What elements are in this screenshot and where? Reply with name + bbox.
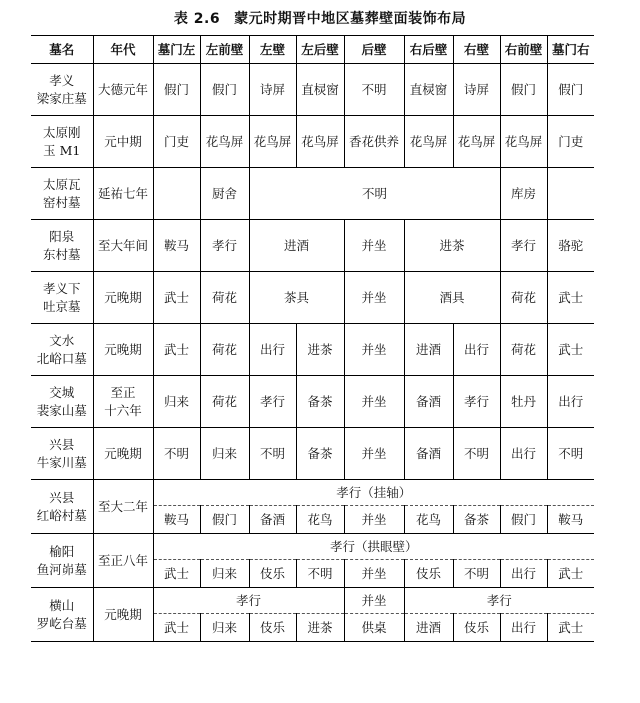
table-cell: 进酒 (404, 324, 453, 376)
table-cell: 荷花 (200, 272, 249, 324)
period-cell: 元晚期 (93, 428, 153, 480)
table-cell: 花鸟屏 (453, 116, 500, 168)
table-row (31, 376, 594, 428)
table-cell: 出行 (249, 324, 296, 376)
header-right-front-wall: 右前壁 (500, 36, 547, 64)
table-cell: 假门 (547, 64, 594, 116)
table-cell: 武士 (153, 614, 200, 642)
table-cell: 鞍马 (153, 220, 200, 272)
period-cell: 元晚期 (93, 272, 153, 324)
table-cell: 假门 (500, 506, 547, 534)
table-cell: 门吏 (153, 116, 200, 168)
table-cell: 不明 (547, 428, 594, 480)
table-cell: 直棂窗 (296, 64, 344, 116)
table-cell: 孝行 (249, 376, 296, 428)
tomb-name: 孝义 梁家庄墓 (31, 64, 93, 116)
table-cell: 伎乐 (249, 614, 296, 642)
period-cell: 元晚期 (93, 324, 153, 376)
period-cell: 延祐七年 (93, 168, 153, 220)
table-cell: 武士 (153, 272, 200, 324)
table-cell: 伎乐 (404, 560, 453, 588)
table-row (31, 116, 594, 168)
table-cell: 门吏 (547, 116, 594, 168)
table-cell: 并坐 (344, 376, 404, 428)
table-cell: 进茶 (296, 614, 344, 642)
table-cell: 直棂窗 (404, 64, 453, 116)
table-cell: 并坐 (344, 560, 404, 588)
table-row (31, 64, 594, 116)
table-cell: 归来 (200, 614, 249, 642)
tomb-name: 交城 裴家山墓 (31, 376, 93, 428)
table-cell: 归来 (153, 376, 200, 428)
period-cell: 至大二年 (93, 480, 153, 534)
tomb-name: 阳泉 东村墓 (31, 220, 93, 272)
table-cell: 库房 (500, 168, 547, 220)
table-cell: 并坐 (344, 506, 404, 534)
table-cell: 备茶 (296, 376, 344, 428)
table-cell (153, 168, 200, 220)
table-cell: 备酒 (404, 428, 453, 480)
table-cell: 伎乐 (453, 614, 500, 642)
table-cell: 茶具 (249, 272, 344, 324)
tomb-name: 横山 罗屹台墓 (31, 588, 93, 642)
table-cell: 不明 (249, 168, 500, 220)
period-cell: 至正八年 (93, 534, 153, 588)
table-cell (547, 168, 594, 220)
upper-register-cell: 孝行 (404, 588, 594, 614)
table-row (31, 588, 594, 614)
table-row (31, 272, 594, 324)
header-right-wall: 右壁 (453, 36, 500, 64)
table-cell: 备酒 (404, 376, 453, 428)
header-period: 年代 (93, 36, 153, 64)
header-left-rear-wall: 左后壁 (296, 36, 344, 64)
table-cell: 进酒 (249, 220, 344, 272)
table-cell: 归来 (200, 428, 249, 480)
table-cell: 假门 (200, 506, 249, 534)
table-row (31, 324, 594, 376)
table-row (31, 480, 594, 506)
table-cell: 武士 (153, 560, 200, 588)
table-cell: 鞍马 (153, 506, 200, 534)
table-cell: 并坐 (344, 428, 404, 480)
tomb-name: 文水 北峪口墓 (31, 324, 93, 376)
tomb-name: 太原刚 玉 M1 (31, 116, 93, 168)
tomb-name: 兴县 牛家川墓 (31, 428, 93, 480)
table-cell: 不明 (453, 560, 500, 588)
table-cell: 骆驼 (547, 220, 594, 272)
caption-text: 蒙元时期晋中地区墓葬壁面装饰布局 (234, 11, 467, 27)
table-cell: 不明 (249, 428, 296, 480)
table-cell: 牡丹 (500, 376, 547, 428)
table-row (31, 428, 594, 480)
table-cell: 花鸟屏 (296, 116, 344, 168)
tomb-name: 榆阳 鱼河峁墓 (31, 534, 93, 588)
table-cell: 出行 (547, 376, 594, 428)
table-cell: 备茶 (453, 506, 500, 534)
table-cell: 出行 (500, 428, 547, 480)
table-cell: 归来 (200, 560, 249, 588)
table-cell: 不明 (344, 64, 404, 116)
table-cell: 武士 (558, 620, 584, 635)
header-right-rear-wall: 右后壁 (404, 36, 453, 64)
table-cell: 假门 (500, 64, 547, 116)
table-caption (0, 8, 640, 28)
table-cell: 出行 (500, 560, 547, 588)
table-cell: 备酒 (249, 506, 296, 534)
table-cell: 荷花 (200, 376, 249, 428)
period-cell: 至正 十六年 (93, 376, 153, 428)
tomb-decoration-table (31, 35, 594, 642)
table-cell: 花鸟屏 (404, 116, 453, 168)
table-cell: 不明 (296, 560, 344, 588)
table-cell: 荷花 (200, 324, 249, 376)
header-door-left: 墓门左 (153, 36, 200, 64)
table-cell: 鞍马 (558, 512, 584, 527)
upper-register-cell: 并坐 (344, 588, 404, 614)
table-cell: 供桌 (344, 614, 404, 642)
upper-register-cell: 孝行（拱眼壁） (153, 534, 594, 560)
table-cell: 花鸟 (296, 506, 344, 534)
tomb-name: 太原瓦 窑村墓 (31, 168, 93, 220)
table-cell: 进茶 (296, 324, 344, 376)
table-cell: 荷花 (500, 272, 547, 324)
table-cell: 假门 (200, 64, 249, 116)
table-cell: 不明 (153, 428, 200, 480)
header-left-wall: 左壁 (249, 36, 296, 64)
table-cell: 花鸟屏 (249, 116, 296, 168)
period-cell: 元中期 (93, 116, 153, 168)
table-cell: 香花供养 (344, 116, 404, 168)
table-cell: 酒具 (404, 272, 500, 324)
header-row (31, 36, 594, 64)
header-rear-wall: 后壁 (344, 36, 404, 64)
table-cell: 花鸟屏 (200, 116, 249, 168)
caption-number: 表 2.6 (173, 11, 221, 27)
table-cell: 假门 (153, 64, 200, 116)
table-cell: 并坐 (344, 272, 404, 324)
table-cell: 孝行 (200, 220, 249, 272)
table-cell: 出行 (500, 614, 547, 642)
table-cell: 备茶 (296, 428, 344, 480)
table-cell: 孝行 (500, 220, 547, 272)
period-cell: 大德元年 (93, 64, 153, 116)
table-cell: 诗屏 (453, 64, 500, 116)
table-cell: 花鸟 (404, 506, 453, 534)
table-cell: 厨舍 (200, 168, 249, 220)
table-cell: 并坐 (344, 220, 404, 272)
table-cell: 进酒 (404, 614, 453, 642)
header-left-front-wall: 左前壁 (200, 36, 249, 64)
table-cell: 诗屏 (249, 64, 296, 116)
tomb-name: 孝义下 吐京墓 (31, 272, 93, 324)
table-cell: 伎乐 (249, 560, 296, 588)
period-cell: 至大年间 (93, 220, 153, 272)
table-cell: 出行 (453, 324, 500, 376)
table-cell: 武士 (547, 272, 594, 324)
table-cell: 武士 (547, 324, 594, 376)
table-row (31, 220, 594, 272)
header-tomb-name: 墓名 (31, 36, 93, 64)
tomb-name: 兴县 红峪村墓 (31, 480, 93, 534)
header-door-right: 墓门右 (551, 42, 590, 57)
table-cell: 花鸟屏 (500, 116, 547, 168)
table-cell: 孝行 (453, 376, 500, 428)
table-cell: 武士 (558, 566, 584, 581)
table-cell: 不明 (453, 428, 500, 480)
table-cell: 进茶 (404, 220, 500, 272)
period-cell: 元晚期 (93, 588, 153, 642)
table-cell: 武士 (153, 324, 200, 376)
table-cell: 荷花 (500, 324, 547, 376)
upper-register-cell: 孝行（挂轴） (153, 480, 594, 506)
upper-register-cell: 孝行 (153, 588, 344, 614)
table-row (31, 534, 594, 560)
table-row (31, 168, 594, 220)
table-cell: 并坐 (344, 324, 404, 376)
